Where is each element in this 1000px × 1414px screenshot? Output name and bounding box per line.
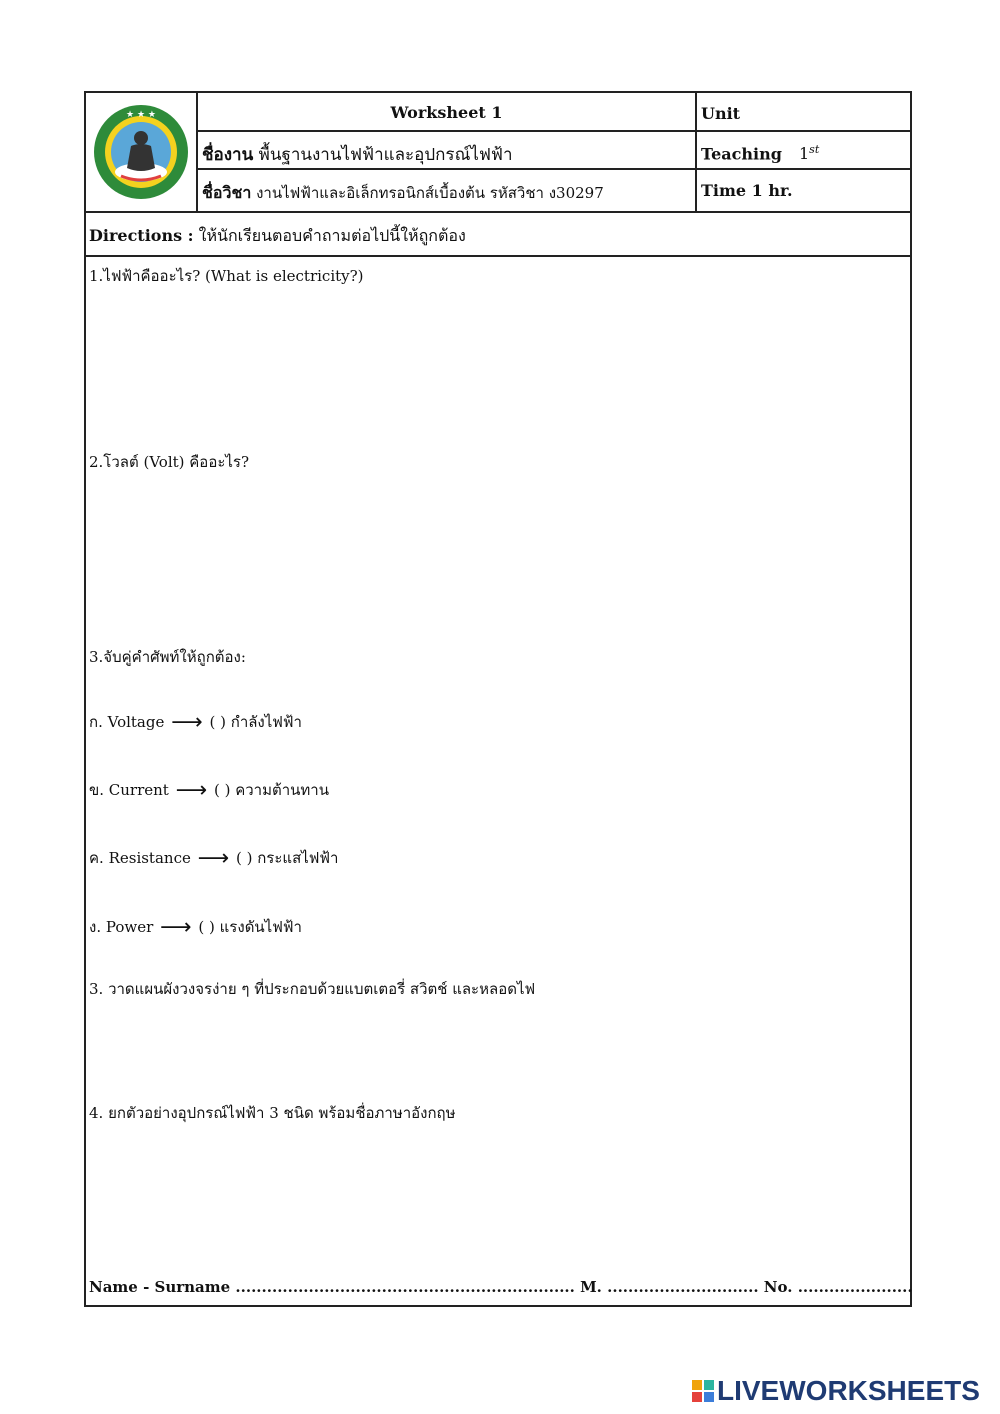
question-4: 4. ยกตัวอย่างอุปกรณ์ไฟฟ้า 3 ชนิด พร้อมชื่อภาษาอังกฤษ <box>89 1104 456 1122</box>
teaching-row <box>697 134 910 170</box>
directions-label: Directions : <box>89 226 194 245</box>
info-cell <box>697 93 910 211</box>
job-name: พื้นฐานงานไฟฟ้าและอุปกรณ์ไฟฟ้า <box>258 145 513 165</box>
match-item: ง. Power ⟶ ( ) แรงดันไฟฟ้า <box>89 915 302 940</box>
directions-row <box>86 213 910 257</box>
liveworksheets-icon <box>692 1380 714 1402</box>
match-item: ข. Current ⟶ ( ) ความต้านทาน <box>89 778 329 803</box>
teaching-number: 1 <box>798 144 810 164</box>
directions-text: ให้นักเรียนตอบคำถามต่อไปนี้ให้ถูกต้อง <box>198 226 466 245</box>
question-1: 1.ไฟฟ้าคืออะไร? (What is electricity?) <box>89 267 364 285</box>
unit-row <box>697 93 910 132</box>
match-blank[interactable]: ( ) <box>213 781 231 799</box>
job-row <box>198 134 695 170</box>
job-label: ชื่องาน <box>202 145 254 165</box>
question-2: 2.โวลต์ (Volt) คืออะไร? <box>89 453 250 471</box>
subject-row <box>198 172 695 211</box>
header-table <box>86 93 910 213</box>
arrow-right-icon: ⟶ <box>171 710 203 735</box>
match-blank[interactable]: ( ) <box>209 713 226 731</box>
match-blank[interactable]: ( ) <box>235 849 253 867</box>
match-blank[interactable]: ( ) <box>198 918 215 936</box>
question-3: 3.จับคู่คำศัพท์ให้ถูกต้อง: <box>89 648 246 666</box>
time-row <box>697 172 910 211</box>
brand-text: LIVEWORKSHEETS <box>717 1375 980 1406</box>
match-item: ก. Voltage ⟶ ( ) กำลังไฟฟ้า <box>89 710 302 735</box>
teaching-label: Teaching <box>701 144 782 164</box>
time-label: Time 1 hr. <box>701 181 793 200</box>
arrow-right-icon: ⟶ <box>175 778 208 803</box>
title-row <box>198 93 695 132</box>
question-3b: 3. วาดแผนผังวงจรง่าย ๆ ที่ประกอบด้วยแบตเตอรี่ สวิตช์ และหลอดไฟ <box>89 980 536 998</box>
school-logo-icon <box>91 102 191 202</box>
subject-name: งานไฟฟ้าและอิเล็กทรอนิกส์เบื้องต้น รหัสวิชา ง30297 <box>256 184 604 202</box>
svg-text:★ ★ ★: ★ ★ ★ <box>126 110 156 120</box>
arrow-right-icon: ⟶ <box>197 846 230 871</box>
teaching-suffix: st <box>809 143 820 156</box>
logo-cell <box>86 93 198 211</box>
subject-label: ชื่อวิชา <box>202 183 252 202</box>
worksheet-frame <box>84 91 912 1307</box>
match-item: ค. Resistance ⟶ ( ) กระแสไฟฟ้า <box>89 846 339 871</box>
unit-label: Unit <box>701 104 741 123</box>
title-cell <box>198 93 697 211</box>
liveworksheets-logo[interactable] <box>692 1374 980 1408</box>
arrow-right-icon: ⟶ <box>160 915 192 940</box>
name-surname-line: Name - Surname ................................................................. M. ............................. No. ...................... <box>89 1278 913 1296</box>
worksheet-title: Worksheet 1 <box>390 103 503 122</box>
